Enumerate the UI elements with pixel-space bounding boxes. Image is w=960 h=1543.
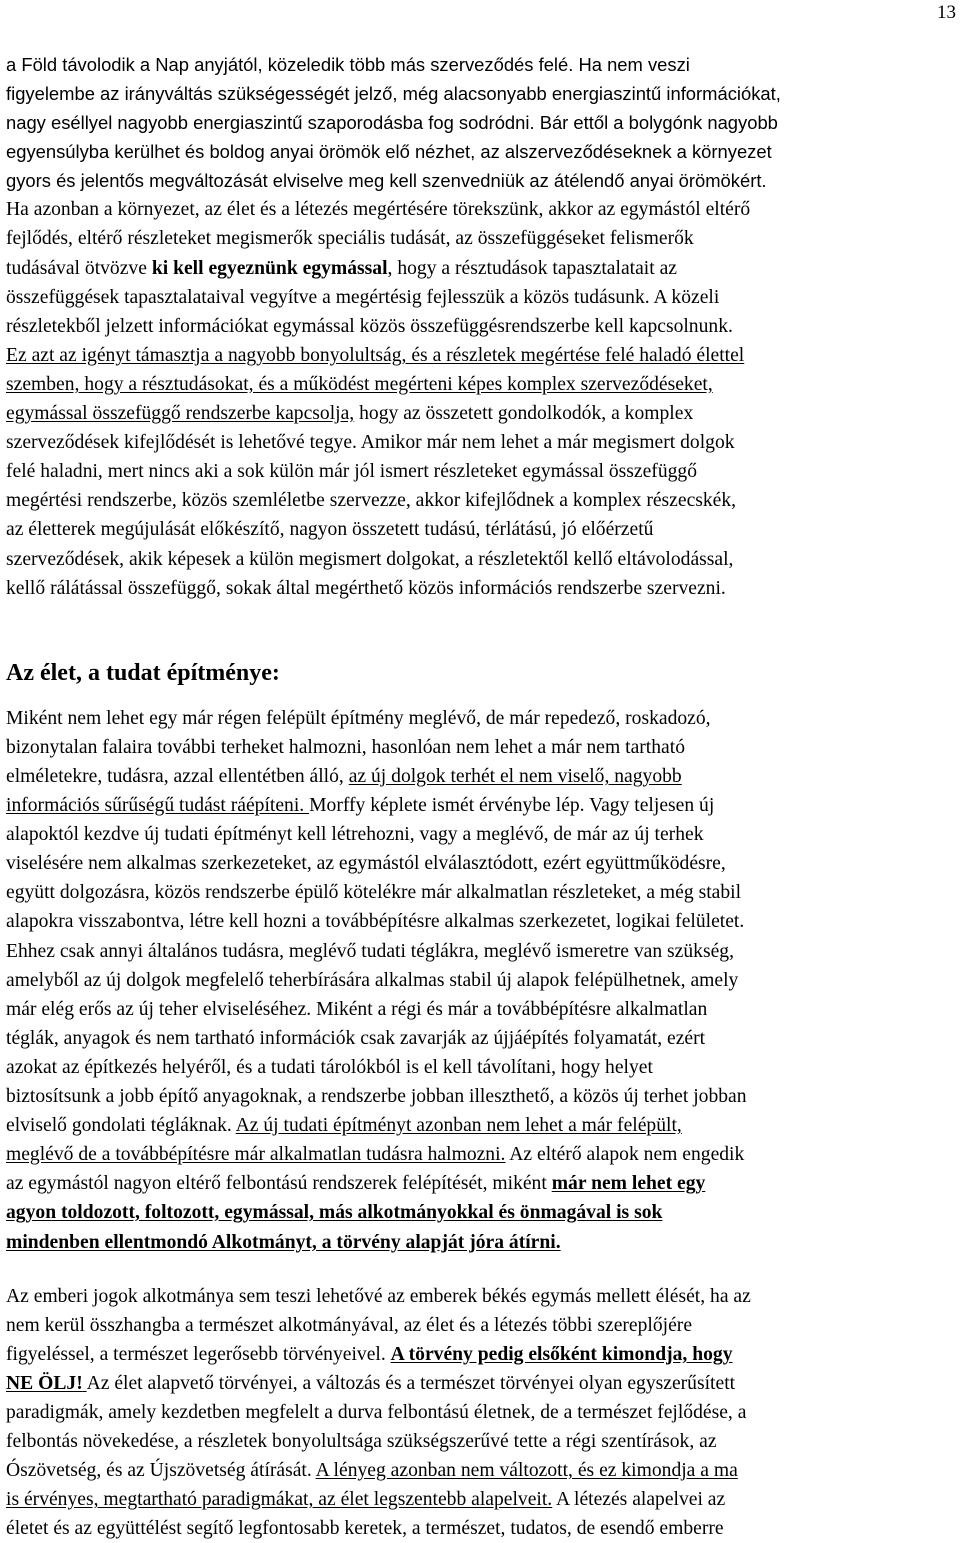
text-line [6,820,704,849]
text-line [6,137,772,166]
text-line [6,50,690,79]
text-line [6,1398,746,1427]
text-line [6,1456,738,1485]
text-segment: kellő rálátással összefüggő, sokak által megérthető közös információs rendszerbe szervezni. [6,578,726,599]
text-line [6,312,733,341]
text-line [6,1082,747,1111]
text-line [6,995,707,1024]
text-line [6,486,736,515]
text-line [6,457,697,486]
underlined-text: információs sűrűségű tudást ráépíteni. [6,795,310,816]
text-line [6,79,781,108]
text-line [6,1282,751,1311]
text-segment: Az eltérő alapok nem engedik [505,1144,745,1165]
text-segment: az egymástól nagyon eltérő felbontású rendszerek felépítését, miként [6,1173,552,1194]
text-segment: nem kerül összhangba a természet alkotmányával, az élet és a létezés többi szereplőjére [6,1315,693,1336]
underlined-text: A lényeg azonban nem változott, és ez kimondja a ma [315,1460,738,1481]
underlined-text: az új dolgok terhét el nem viselő, nagyobb [348,766,682,787]
underlined-text: Ez azt az igényt támasztja a nagyobb bonyolultság, és a részletek megértése felé haladó élettel [6,345,745,366]
text-segment: fejlődés, eltérő részleteket megismerők speciális tudását, az összefüggéseket felismerők [6,228,694,249]
text-line [6,399,693,428]
text-line [6,1485,725,1514]
text-segment: felé haladni, mert nincs aki a sok külön már jól ismert részleteket egymással összefüggő [6,461,698,482]
text-line [6,849,726,878]
text-segment: megértési rendszerbe, közös szemléletbe szervezze, akkor kifejlődnek a komplex részecskék, [6,490,737,511]
text-segment: a Föld távolodik a Nap anyjától, közeledik több más szerveződés felé. Ha nem veszi [6,54,690,75]
text-segment: Morffy képlete ismét érvénybe lép. Vagy teljesen új [309,795,715,816]
text-line [6,1053,653,1082]
text-line [6,937,734,966]
text-segment: nagy eséllyel nagyobb energiaszintű szaporodásba fog sodródni. Bár ettől a bolygónk nagyobb [6,112,778,133]
section-heading: Az élet, a tudat építménye: [6,660,280,686]
text-line [6,1111,682,1140]
text-segment: életet és az együttélést segítő legfontosabb keretek, a természet, tudatos, de esendő emberre [6,1518,724,1539]
text-line [6,1311,692,1340]
text-line [6,762,682,791]
text-segment: Miként nem lehet egy már régen felépült építmény meglévő, de már repedező, roskadozó, [6,708,711,729]
text-line [6,166,767,195]
bold-text: ki kell egyeznünk egymással [151,258,388,279]
page-number: 13 [937,2,956,23]
underlined-text: agyon toldozott, foltozott, egymással, más alkotmányokkal és önmagával is sok [6,1202,663,1223]
text-segment: Ha azonban a környezet, az élet és a létezés megértésére törekszünk, akkor az egymástól eltérő [6,199,751,220]
text-line [6,1514,724,1543]
text-segment: téglák, anyagok és nem tartható információk csak zavarják az újjáépítés folyamatát, ezért [6,1028,706,1049]
text-segment: figyelembe az irányváltás szükségességét jelző, még alacsonyabb energiaszintű információkat, [6,83,781,104]
text-segment: gyors és jelentős megváltozását elviselve meg kell szenvedniük az átélendő anyai örömökért. [6,170,767,191]
text-segment: Az emberi jogok alkotmánya sem teszi lehetővé az emberek békés egymás mellett élését, ha az [6,1286,751,1307]
text-line [6,733,685,762]
text-line [6,108,778,137]
text-segment: alapoktól kezdve új tudati építményt kell létrehozni, vagy a meglévő, de már az új terhek [6,824,704,845]
text-segment: viselésére nem alkalmas szerkezeteket, az egymástól elválasztódott, ezért együttműködésre, [6,853,726,874]
text-segment: amelyből az új dolgok megfelelő teherbírására alkalmas stabil új alapok felépülhetnek, amely [6,970,739,991]
text-segment: összefüggések tapasztalataival vegyítve a megértésig fejlesszük a közös tudásunk. A közeli [6,287,720,308]
text-line [6,341,744,370]
text-segment: egyensúlyba kerülhet és boldog anyai örömök elő nézhet, az alszerveződéseknek a környezet [6,141,772,162]
text-segment: alapokra visszabontva, létre kell hozni a továbbépítésre alkalmas szerkezetet, logikai felületet. [6,911,745,932]
underlined-text: NE ÖLJ! [6,1373,83,1394]
underlined-text: Az új tudati építményt azonban nem lehet a már felépült, [235,1115,682,1136]
text-line [6,283,719,312]
text-line [6,574,726,603]
text-line [6,791,714,820]
underlined-text: is érvényes, megtartható paradigmákat, az élet legszentebb alapelveit. [6,1489,553,1510]
text-segment: elviselő gondolati tégláknak. [6,1115,236,1136]
text-segment: szerveződések, akik képesek a külön megismert dolgokat, a részletektől kellő eltávolodással, [6,549,734,570]
text-segment: paradigmák, amely kezdetben megfelelt a durva felbontású életnek, de a természet fejlődése, a [6,1402,747,1423]
text-line [6,704,711,733]
underlined-text: A törvény pedig elsőként kimondja, hogy [390,1344,733,1365]
text-segment: biztosítsunk a jobb építő anyagoknak, a rendszerbe jobban illeszthető, a közös új terhet jobban [6,1086,747,1107]
text-line [6,1169,705,1198]
text-line [6,1427,717,1456]
text-line [6,966,738,995]
text-segment: hogy az összetett gondolkodók, a komplex [354,403,694,424]
text-line [6,370,713,399]
text-line [6,254,677,283]
text-segment: felbontás növekedése, a részletek bonyolultsága szükségszerűvé tette a régi szentírások, az [6,1431,717,1452]
text-line [6,515,653,544]
text-segment: Ehhez csak annyi általános tudásra, meglévő tudati téglákra, meglévő ismeretre van szükség, [6,941,734,962]
text-segment: részletekből jelzett információkat egymással közös összefüggésrendszerbe kell kapcsolnunk. [6,316,733,337]
text-line [6,1140,744,1169]
text-line [6,545,733,574]
text-segment: bizonytalan falaira további terheket halmozni, hasonlóan nem lehet a már nem tartható [6,737,685,758]
text-segment: az életterek megújulását előkészítő, nagyon összetett tudású, térlátású, jó előérzetű [6,519,654,540]
text-line [6,428,735,457]
text-segment: azokat az építkezés helyéről, és a tudati tárolókból is el kell távolítani, hogy helyet [6,1057,653,1078]
text-segment: együtt dolgozásra, közös rendszerbe épülő kötelékre már alkalmatlan részleteket, a még stabil [6,882,742,903]
text-segment: A létezés alapelvei az [552,1489,726,1510]
text-line [6,1198,662,1227]
text-line [6,195,750,224]
text-line [6,1024,705,1053]
text-line [6,1340,733,1369]
text-segment: Ószövetség, és az Újszövetség átírását. [6,1460,316,1481]
text-segment: figyeléssel, a természet legerősebb törvényeivel. [6,1344,391,1365]
text-line [6,1369,735,1398]
text-segment: tudásával ötvözve [6,258,152,279]
text-line [6,224,694,253]
text-line [6,1228,561,1257]
underlined-text: szemben, hogy a résztudásokat, és a működést megérteni képes komplex szerveződéseket, [6,374,713,395]
text-segment: elméletekre, tudásra, azzal ellentétben álló, [6,766,349,787]
underlined-text: egymással összefüggő rendszerbe kapcsolja, [6,403,355,424]
underlined-text: már nem lehet egy [551,1173,706,1194]
text-line [6,878,741,907]
text-segment: szerveződések kifejlődését is lehetővé tegye. Amikor már nem lehet a már megismert dolgok [6,432,735,453]
text-segment: Az élet alapvető törvényei, a változás és a természet törvényei olyan egyszerűsített [86,1373,736,1394]
text-line [6,907,744,936]
text-segment: már elég erős az új teher elviseléséhez. Miként a régi és már a továbbépítésre alkalmatlan [6,999,708,1020]
underlined-text: mindenben ellentmondó Alkotmányt, a törvény alapját jóra átírni. [6,1232,561,1253]
text-segment: , hogy a résztudások tapasztalatait az [387,258,677,279]
underlined-text: meglévő de a továbbépítésre már alkalmatlan tudásra halmozni. [6,1144,506,1165]
